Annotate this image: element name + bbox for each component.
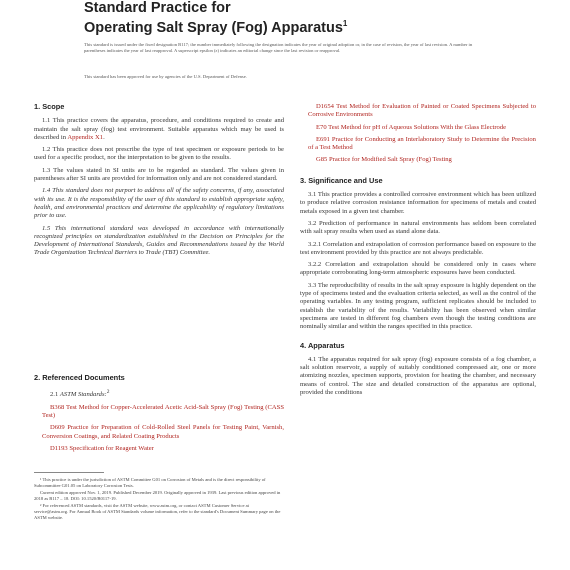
para-3-2: 3.2 Prediction of performance in natural environments has seldom been correlated with salt spray results when used as stand alone data. xyxy=(300,219,536,236)
para-1-2: 1.2 This practice does not prescribe the type of test specimen or exposure periods to be used for a specific product, nor the interpretation to be given to the results. xyxy=(34,146,284,162)
reference-item[interactable]: E70 Test Method for pH of Aqueous Solutions With the Glass Electrode xyxy=(316,123,507,131)
para-4-1: 4.1 The apparatus required for salt spray (fog) exposure consists of a fog chamber, a salt solution reservoir, a supply of suitably conditioned compressed air, one or more atomizing nozzles, specimen supports, provision for heating the chamber, and necessary means of control. The size and detailed construction of the apparatus are optional, provided the conditions xyxy=(300,355,536,397)
reference-item[interactable]: G85 Practice for Modified Salt Spray (Fog) Testing xyxy=(316,156,452,164)
appendix-x1-link[interactable]: Appendix X1 xyxy=(67,133,104,141)
right-column xyxy=(300,103,536,401)
title-line-2: Operating Salt Spray (Fog) Apparatus$^1$ xyxy=(84,19,348,36)
footnotes xyxy=(34,477,284,522)
para-1-3: 1.3 The values stated in SI units are to be regarded as standard. The values given in parentheses after SI units are provided for information only and are not considered standard. xyxy=(34,166,284,183)
para-3-2-1: 3.2.1 Correlation and extrapolation of corrosion performance based on exposure to the test environment provided by this practice are not always predictable. xyxy=(300,240,536,256)
footnote-1-edition: Current edition approved Nov. 1, 2019. Published December 2019. Originally approved in 1939. Last previous edition approved in 2018 as B117 – 18. DOI: 10.1520/B0117-19. xyxy=(34,490,281,501)
reference-item[interactable]: D609 Practice for Preparation of Cold-Rolled Steel Panels for Testing Paint, Varnish, Conversion Coatings, and Related Coating Products xyxy=(42,424,284,440)
para-3-3: 3.3 The reproducibility of results in the salt spray exposure is highly dependent on the type of specimens tested and the evaluation criteria selected, as well as the control of the operating variables. In any testing program, sufficient replicates should be included to establish the variability of the results. Variability has been observed when similar specimens are tested in different fog chambers even though the testing conditions are nominally similar and within the ranges specified in this practice. xyxy=(300,281,536,331)
title-footnote-marker: 1 xyxy=(342,19,348,28)
designation-note: This standard is issued under the fixed designation B117; the number immediately following the designation indicates the year of original adoption or, in the case of revision, the year of last revision. A number in parentheses indicates the year of last reapproval. A superscript epsilon (ε) indicates an editorial change since the last revision or reapproval. xyxy=(84,42,473,53)
section-2-heading: 2. Referenced Documents xyxy=(34,373,125,382)
left-column-refs xyxy=(34,374,284,457)
section-3-heading: 3. Significance and Use xyxy=(300,175,383,185)
footnote-2: ² For referenced ASTM standards, visit the ASTM website, www.astm.org, or contact ASTM Customer Service at service@astm.org. For Annual Book of ASTM Standards volume information, refer to the standard's Document Summary page on the ASTM website. xyxy=(34,503,281,520)
para-2-1: 2.1 ASTM Standards:$^2$ xyxy=(50,389,110,399)
para-1-1: 1.1 This practice covers the apparatus, procedure, and conditions required to create and maintain the salt spray (fog) test environment. Suitable apparatus which may be used is described in Appendix X1. xyxy=(34,117,284,141)
title-line-1: Standard Practice for xyxy=(84,0,231,16)
para-3-1: 3.1 This practice provides a controlled corrosive environment which has been utilized to produce relative corrosion resistance information for specimens of metals and coated metals exposed in a given test chamber. xyxy=(300,191,536,215)
document-title xyxy=(84,0,347,36)
reference-item[interactable]: E691 Practice for Conducting an Interlaboratory Study to Determine the Precision of a Test Method xyxy=(308,135,536,152)
footnote-divider xyxy=(34,472,104,473)
reference-item[interactable]: D1193 Specification for Reagent Water xyxy=(50,444,154,452)
para-1-5: 1.5 This international standard was developed in accordance with internationally recognized principles on standardization established in the Decision on Principles for the Development of International Standards, Guides and Recommendations issued by the World Trade Organization Technical Barriers to Trade (TBT) Committee. xyxy=(34,224,284,257)
dod-approval-note: This standard has been approved for use by agencies of the U.S. Department of Defense. xyxy=(84,74,247,79)
footnote-1: ¹ This practice is under the jurisdiction of ASTM Committee G01 on Corrosion of Metals and is the direct responsibility of Subcommittee G01.05 on Laboratory Corrosion Tests. xyxy=(34,477,266,488)
para-1-4: 1.4 This standard does not purport to address all of the safety concerns, if any, associated with its use. It is the responsibility of the user of this standard to establish appropriate safety, health, and environmental practices and determine the applicability of regulatory limitations prior to use. xyxy=(34,187,284,220)
left-column xyxy=(34,103,284,262)
reference-item[interactable]: B368 Test Method for Copper-Accelerated Acetic Acid-Salt Spray (Fog) Testing (CASS Test) xyxy=(42,403,285,420)
section-4-heading: 4. Apparatus xyxy=(300,340,345,350)
section-1-heading: 1. Scope xyxy=(34,102,65,111)
reference-item[interactable]: D1654 Test Method for Evaluation of Painted or Coated Specimens Subjected to Corrosive Environments xyxy=(308,103,536,119)
para-3-2-2: 3.2.2 Correlation and extrapolation should be considered only in cases where appropriate corroborating long-term atmospheric exposures have been conducted. xyxy=(300,261,536,277)
